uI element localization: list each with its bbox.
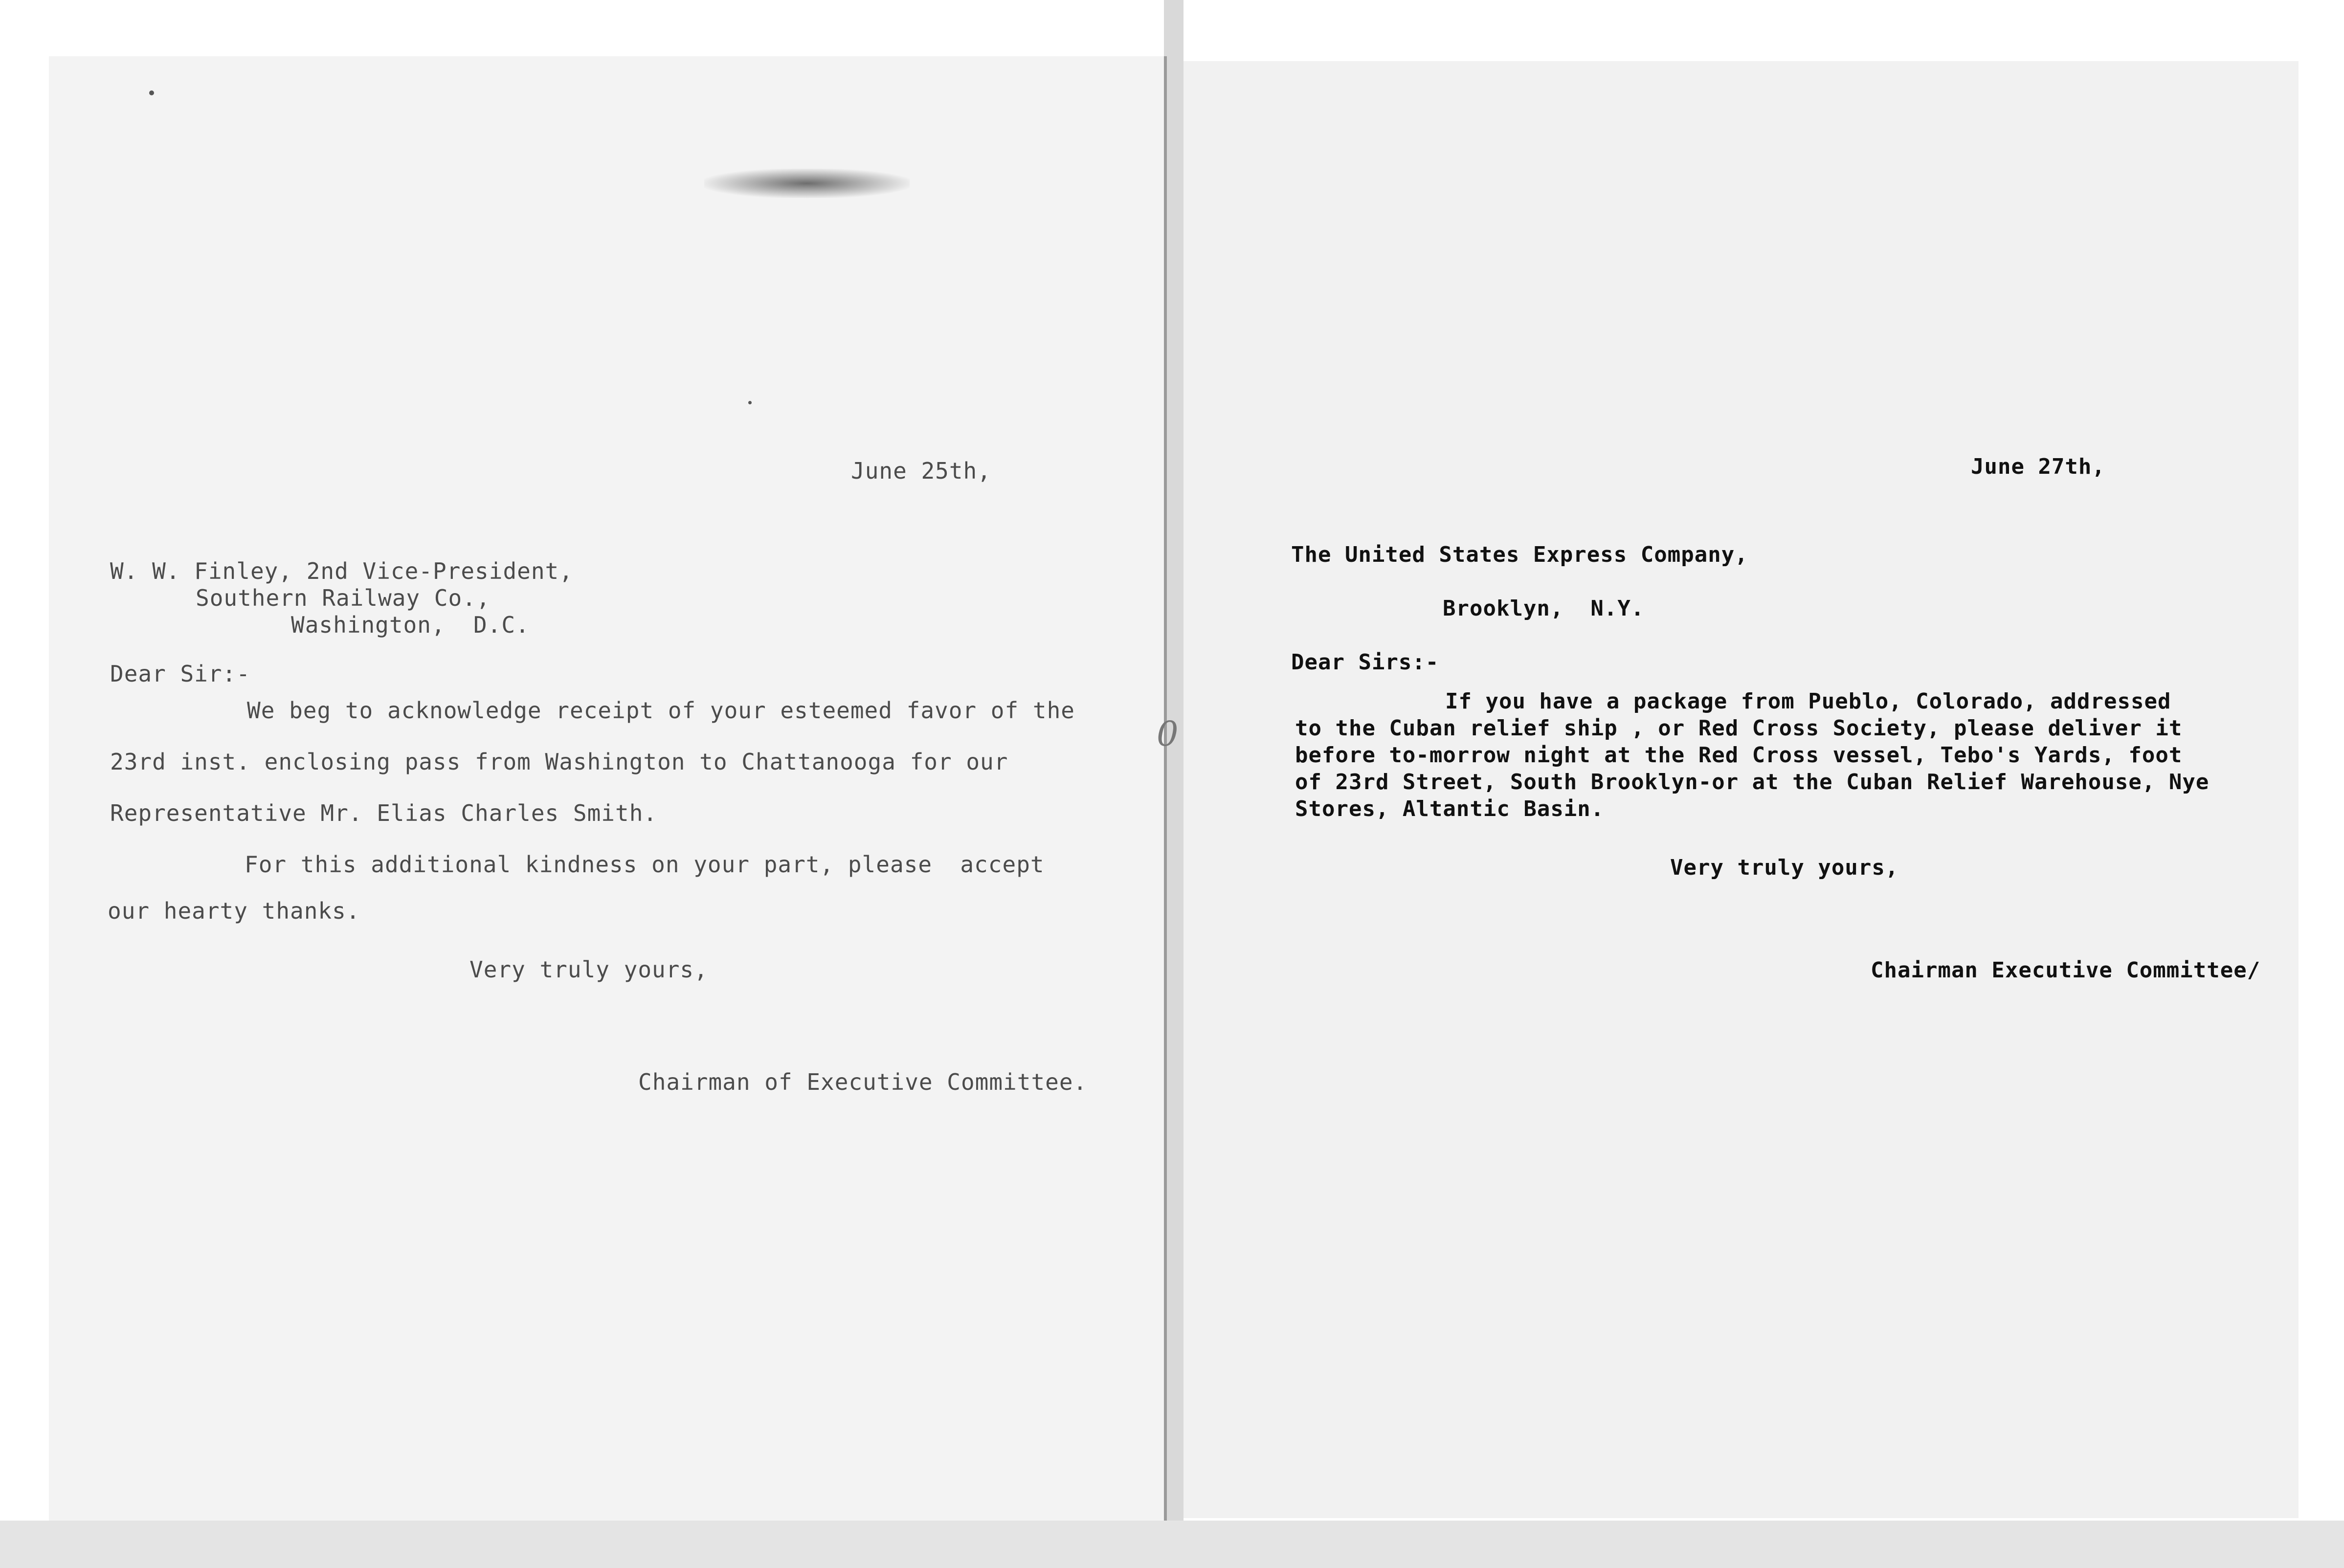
ink-speck	[748, 401, 752, 404]
body-line: to the Cuban relief ship , or Red Cross Society, please deliver it	[1295, 716, 2183, 741]
recipient-line: The United States Express Company,	[1291, 542, 1748, 567]
page-gutter	[1164, 0, 1183, 1568]
body-line: For this additional kindness on your part, please accept	[245, 851, 1045, 878]
letter-sheet-right	[1183, 61, 2299, 1518]
recipient-line: Brooklyn, N.Y.	[1443, 596, 1645, 621]
letter-date: June 27th,	[1971, 454, 2105, 479]
ink-smudge	[704, 169, 910, 198]
closing: Very truly yours,	[1670, 855, 1899, 880]
signature: Chairman Executive Committee/	[1871, 958, 2261, 983]
scan-bottom-edge	[0, 1521, 2344, 1568]
closing: Very truly yours,	[469, 956, 708, 983]
salutation: Dear Sirs:-	[1291, 650, 1439, 675]
margin-mark: 0	[1157, 714, 1179, 754]
body-line: of 23rd Street, South Brooklyn-or at the Cuban Relief Warehouse, Nye	[1295, 770, 2210, 795]
recipient-line: Southern Railway Co.,	[196, 585, 491, 611]
letter-sheet-left	[49, 56, 1167, 1523]
body-line: Stores, Altantic Basin.	[1295, 796, 1605, 821]
recipient-line: Washington, D.C.	[291, 612, 530, 638]
salutation: Dear Sir:-	[110, 661, 250, 687]
body-line: before to-morrow night at the Red Cross vessel, Tebo's Yards, foot	[1295, 743, 2183, 768]
ink-speck	[149, 90, 154, 95]
recipient-line: W. W. Finley, 2nd Vice-President,	[110, 558, 573, 584]
body-line: If you have a package from Pueblo, Colorado, addressed	[1445, 689, 2171, 714]
body-line: our hearty thanks.	[108, 898, 360, 924]
signature: Chairman of Executive Committee.	[638, 1069, 1088, 1095]
letter-date: June 25th,	[851, 458, 991, 484]
body-line: We beg to acknowledge receipt of your esteemed favor of the	[247, 697, 1075, 724]
body-line: 23rd inst. enclosing pass from Washington to Chattanooga for our	[110, 749, 1008, 775]
body-line: Representative Mr. Elias Charles Smith.	[110, 800, 658, 826]
